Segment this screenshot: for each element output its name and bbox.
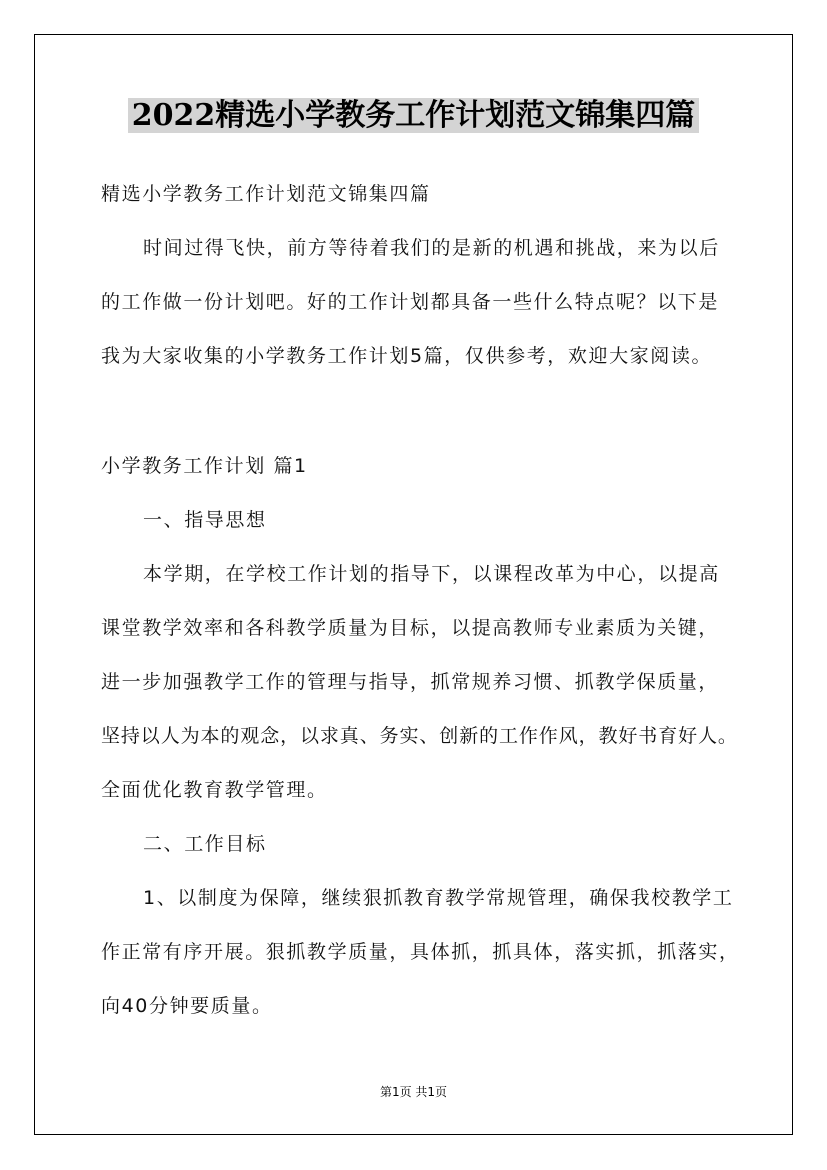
page-footer: 第1页 共1页: [379, 1085, 448, 1099]
paragraph-1-line-3: 进一步加强教学工作的管理与指导，抓常规养习惯、抓教学保质量，: [101, 671, 720, 693]
intro-line-2: 的工作做一份计划吧。好的工作计划都具备一些什么特点呢？以下是: [101, 291, 720, 313]
heading-work-goals: 二、工作目标: [143, 833, 267, 855]
paragraph-1-line-1: 本学期，在学校工作计划的指导下，以课程改革为中心，以提高: [143, 563, 720, 585]
section-heading: 小学教务工作计划 篇1: [101, 455, 308, 477]
heading-guiding-idea: 一、指导思想: [143, 509, 267, 531]
document-subtitle: 精选小学教务工作计划范文锦集四篇: [101, 183, 431, 205]
paragraph-2-line-3: 向40分钟要质量。: [101, 995, 273, 1017]
paragraph-1-line-5: 全面优化教育教学管理。: [101, 779, 328, 801]
paragraph-1-line-2: 课堂教学效率和各科教学质量为目标，以提高教师专业素质为关键，: [101, 617, 720, 639]
intro-line-3: 我为大家收集的小学教务工作计划5篇，仅供参考，欢迎大家阅读。: [101, 345, 713, 367]
paragraph-2-line-2: 作正常有序开展。狠抓教学质量，具体抓，抓具体，落实抓，抓落实，: [101, 941, 740, 963]
paragraph-2-line-1: 1、以制度为保障，继续狠抓教育教学常规管理，确保我校教学工: [143, 887, 734, 909]
intro-line-1: 时间过得飞快，前方等待着我们的是新的机遇和挑战，来为以后: [143, 237, 720, 259]
document-title: 2022精选小学教务工作计划范文锦集四篇: [0, 96, 827, 136]
paragraph-1-line-4: 坚持以人为本的观念，以求真、务实、创新的工作作风，教好书育好人。: [101, 725, 738, 747]
